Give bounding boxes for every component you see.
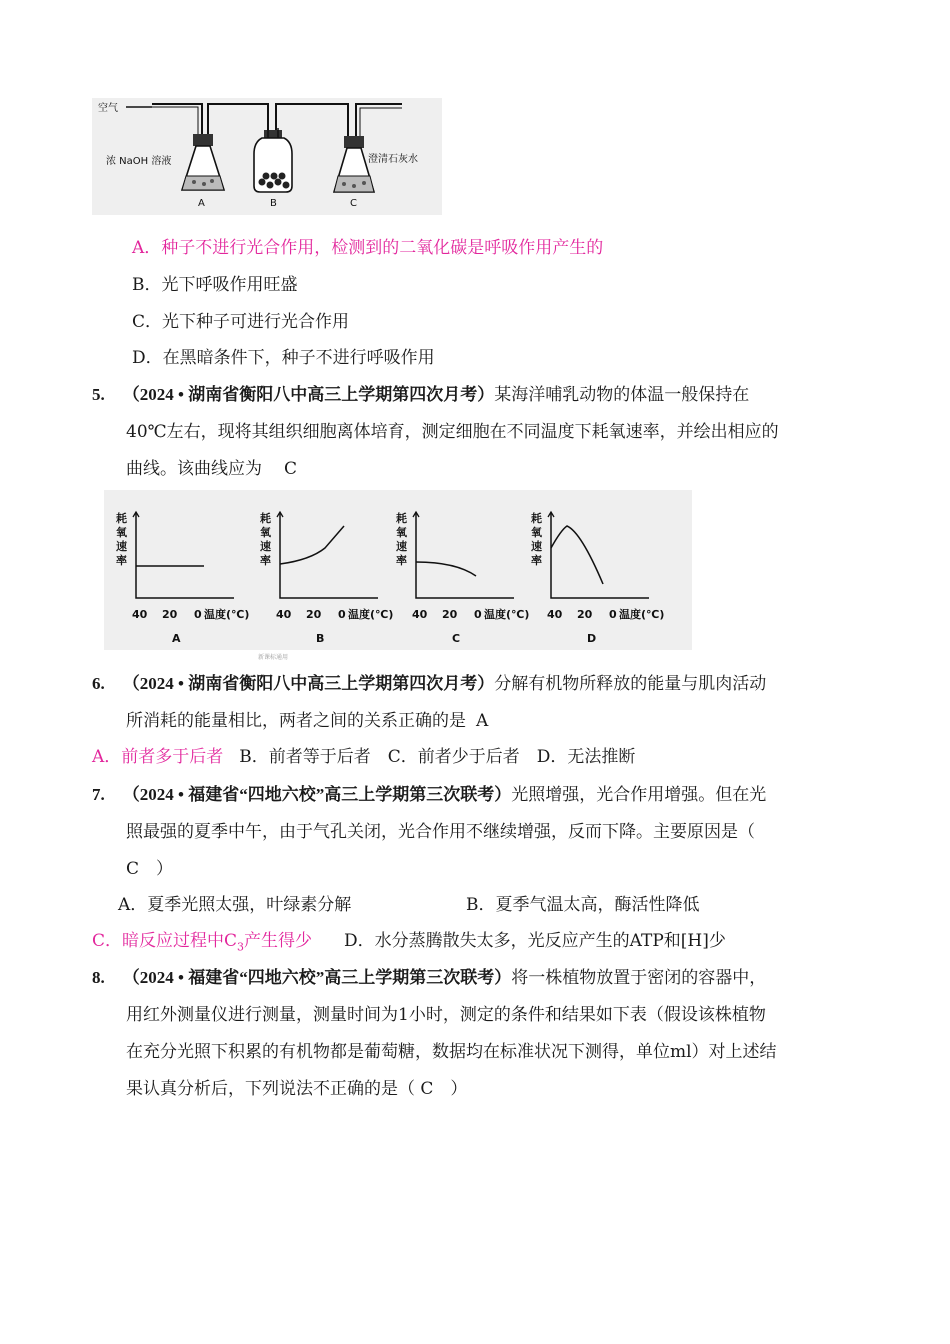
x-tick-label: 40: [547, 608, 563, 621]
y-axis-label-char: 氧: [396, 526, 407, 539]
letter-a: A: [198, 198, 205, 209]
x-tick-label: 40: [412, 608, 428, 621]
q6-number: 6.: [92, 674, 105, 693]
q6-option-a: A．前者多于后者: [92, 747, 224, 767]
panel-label-B: B: [316, 632, 325, 645]
graphs-watermark: 新课标通用: [258, 654, 289, 661]
q6-option-rest: B．前者等于后者 C．前者少于后者 D．无法推断: [239, 747, 636, 767]
curve-B: [280, 526, 344, 564]
y-axis-label-char: 速: [260, 540, 271, 553]
y-axis-label-char: 耗: [396, 512, 407, 525]
letter-c: C: [350, 198, 357, 209]
q4-option-a: A．种子不进行光合作用，检测到的二氧化碳是呼吸作用产生的: [132, 238, 604, 258]
graph-axes: [416, 512, 514, 598]
q7-number: 7.: [92, 785, 105, 804]
x-axis-label: 温度(℃): [484, 608, 530, 621]
q8-source: （2024 • 福建省“四地六校”高三上学期第三次联考）: [122, 968, 512, 987]
q7-source: （2024 • 福建省“四地六校”高三上学期第三次联考）: [122, 785, 512, 804]
q5-line1: [92, 383, 749, 407]
curve-C: [416, 562, 476, 576]
q7-options-cd: [92, 929, 726, 959]
q8-line4: 果认真分析后，下列说法不正确的是（ C ）: [126, 1079, 468, 1099]
x-axis-label: 温度(℃): [348, 608, 394, 621]
q7-line2: 照最强的夏季中午，由于气孔关闭，光合作用不继续增强，反而下降。主要原因是（: [126, 822, 755, 842]
q8-line1: [92, 966, 766, 990]
q7-line1: [92, 783, 766, 807]
flask-c-label: 澄清石灰水: [368, 154, 418, 165]
y-axis-label-char: 氧: [116, 526, 127, 539]
panel-label-A: A: [172, 632, 181, 645]
x-tick-label: 0: [609, 608, 617, 621]
q5-number: 5.: [92, 385, 105, 404]
y-axis-label-char: 率: [396, 554, 407, 567]
y-axis-label-char: 率: [260, 554, 271, 567]
q7-text1: 光照增强，光合作用增强。但在光: [511, 785, 767, 805]
q7-option-c: C．暗反应过程中$C_3$产生得少: [92, 931, 313, 954]
q5-line2: 40℃左右，现将其组织细胞离体培育，测定细胞在不同温度下耗氧速率，并绘出相应的: [126, 422, 779, 442]
curve-D: [551, 526, 603, 584]
y-axis-label-char: 耗: [531, 512, 542, 525]
q7-line3: C ）: [126, 859, 174, 879]
q4-option-b: B．光下呼吸作用旺盛: [132, 275, 298, 295]
panel-label-D: D: [587, 632, 597, 645]
graph-axes: [551, 512, 649, 598]
x-tick-label: 20: [306, 608, 322, 621]
y-axis-label-char: 耗: [116, 512, 127, 525]
q6-text1: 分解有机物所释放的能量与肌肉活动: [494, 674, 767, 694]
x-tick-label: 40: [276, 608, 292, 621]
y-axis-label-char: 速: [396, 540, 407, 553]
y-axis-label-char: 耗: [260, 512, 271, 525]
y-axis-label-char: 速: [531, 540, 542, 553]
q7-option-b: B．夏季气温太高，酶活性降低: [466, 895, 700, 915]
y-axis-label-char: 率: [116, 554, 127, 567]
graph-axes: [136, 512, 234, 598]
x-axis-label: 温度(℃): [619, 608, 665, 621]
q6-options: [92, 745, 635, 769]
x-tick-label: 20: [442, 608, 458, 621]
q4-option-d: D．在黑暗条件下，种子不进行呼吸作用: [132, 348, 435, 368]
q6-line1: [92, 672, 766, 696]
x-tick-label: 0: [338, 608, 346, 621]
q8-number: 8.: [92, 968, 105, 987]
q6-text2: 所消耗的能量相比，两者之间的关系正确的是: [126, 711, 466, 731]
x-tick-label: 40: [132, 608, 148, 621]
flask-a-label: 浓 NaOH 溶液: [106, 156, 172, 167]
y-axis-label-char: 率: [531, 554, 542, 567]
q5-source: （2024 • 湖南省衡阳八中高三上学期第四次月考）: [122, 385, 495, 404]
x-axis-label: 温度(℃): [204, 608, 250, 621]
x-tick-label: 20: [162, 608, 178, 621]
q4-option-c: C．光下种子可进行光合作用: [132, 312, 350, 332]
q7-option-d: D．水分蒸腾散失太多，光反应产生的ATP和[H]少: [344, 931, 726, 951]
air-label: 空气: [98, 103, 118, 114]
q5-text3: 曲线。该曲线应为: [126, 459, 262, 479]
y-axis-label-char: 氧: [260, 526, 271, 539]
q8-line2: 用红外测量仪进行测量，测量时间为1小时，测定的条件和结果如下表（假设该株植物: [126, 1005, 766, 1025]
q8-line3: 在充分光照下积累的有机物都是葡萄糖，数据均在标准状况下测得，单位ml）对上述结: [126, 1042, 777, 1062]
q6-source: （2024 • 湖南省衡阳八中高三上学期第四次月考）: [122, 674, 495, 693]
letter-b: B: [270, 198, 277, 209]
x-tick-label: 0: [474, 608, 482, 621]
graph-axes: [280, 512, 378, 598]
q5-text1: 某海洋哺乳动物的体温一般保持在: [494, 385, 750, 405]
apparatus-figure: [92, 98, 442, 215]
q5-line3: [126, 457, 297, 481]
panel-label-C: C: [452, 632, 461, 645]
q5-answer: C: [284, 459, 298, 479]
y-axis-label-char: 速: [116, 540, 127, 553]
q8-text1: 将一株植物放置于密闭的容器中，: [511, 968, 767, 988]
q6-line2: [126, 709, 488, 733]
y-axis-label-char: 氧: [531, 526, 542, 539]
q6-answer: A: [476, 711, 489, 731]
x-tick-label: 20: [577, 608, 593, 621]
x-tick-label: 0: [194, 608, 202, 621]
q7-option-a: A．夏季光照太强，叶绿素分解: [118, 895, 352, 915]
temperature-graphs-figure: [104, 490, 692, 650]
